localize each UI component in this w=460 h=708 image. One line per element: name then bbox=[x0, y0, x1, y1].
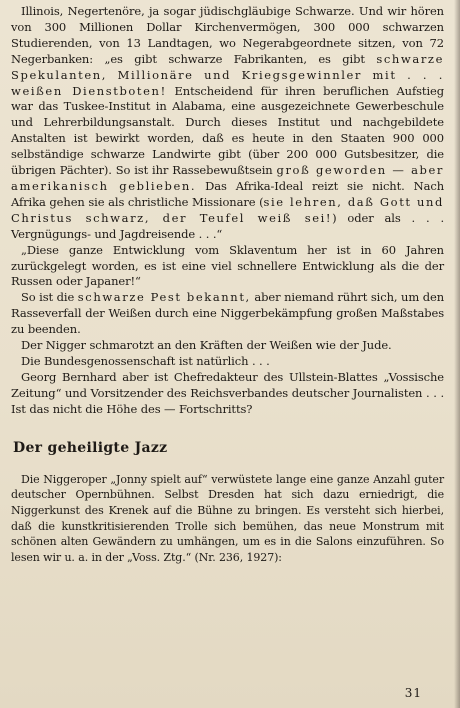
text-run: ) oder als . . . Vergnügungs- und Jagdreisende . . .“ bbox=[11, 210, 445, 241]
jazz-paragraph-1: Die Niggeroper „Jonny spielt auf“ verwüstete lange eine ganze Anzahl guter deutscher Opernbühnen. Selbst Dresden hat sich dazu erniedrigt, die Niggerkunst des Krenek auf die Bühne zu bringen. Es versteht sich hierbei, daß die kunstkritisierenden Trolle sich bemühen, das neue Monstrum mit schönen alten Gewändern zu umhängen, um es in die Salons einzuführen. So lesen wir u. a. in der „Voss. Ztg.“ (Nr. 236, 1927): bbox=[11, 472, 444, 565]
text-run: Die Bundesgenossenschaft ist natürlich . . . bbox=[21, 353, 270, 368]
body-text-top bbox=[11, 4, 444, 418]
section-heading: Der geheiligte Jazz bbox=[13, 439, 168, 456]
paragraph-6 bbox=[11, 370, 444, 418]
paragraph-5 bbox=[11, 354, 444, 370]
text-run: Illinois, Negertenöre, ja sogar jüdischgläubige Schwarze. Und wir hören von 300 Millionen Dollar Kirchenvermögen, 300 000 schwarzen Studierenden, von 13 Landtagen, wo Negerabgeordnete sitzen, von 72 Negerbanken: „es gibt schwarze Fabrikanten, es gibt bbox=[11, 4, 444, 66]
text-run: Georg Bernhard aber ist Chefredakteur des Ullstein-Blattes „Vossische Zeitung“ und Vorsitzender des Reichsverbandes deutscher Journalisten . . . Ist das nicht die Höhe des — Fortschritts? bbox=[11, 369, 444, 416]
body-text-jazz bbox=[11, 472, 444, 566]
text-run-spaced: schwarze Spekulanten, Millionäre und Kriegsgewinnler mit . . . weißen Dienstboten! bbox=[11, 51, 444, 98]
paragraph-1 bbox=[11, 4, 444, 243]
text-run: Das Afrika-Ideal reizt sie nicht. Nach Afrika gehen sie als christliche Missionare ( bbox=[11, 178, 444, 209]
page-gutter-shadow bbox=[454, 0, 460, 708]
text-run-spaced: schwarze Pest bekannt, bbox=[77, 290, 251, 305]
text-run: So ist die bbox=[21, 290, 78, 305]
paragraph-4 bbox=[11, 338, 444, 354]
page-number: 31 bbox=[404, 686, 422, 700]
paragraph-3 bbox=[11, 290, 444, 338]
text-run: Entscheidend für ihren beruflichen Aufstieg war das Tuskee-Institut in Alabama, eine ausgezeichnete Gewerbeschule und Lehrerbildungsanstalt. Durch dieses Institut und nachgebildete Anstalten ist bewirkt worden, daß es heute in den Staaten 900 000 selbständige schwarze Landwirte gibt (über 200 000 Gutsbesitzer, die übrigen Pächter). So ist ihr Rassebewußtsein bbox=[11, 83, 444, 178]
text-run-spaced: sie lehren, daß Gott und Christus schwarz, der Teufel weiß sei! bbox=[11, 194, 444, 225]
paragraph-2 bbox=[11, 243, 444, 291]
text-run: aber niemand rührt sich, um den Rasseverfall der Weißen durch eine Niggerbekämpfung großen Maßstabes zu beenden. bbox=[11, 290, 445, 337]
text-run-spaced: groß geworden — aber amerikanisch geblieben. bbox=[11, 163, 444, 193]
text-run: Der Nigger schmarotzt an den Kräften der Weißen wie der Jude. bbox=[21, 338, 392, 353]
text-run: „Diese ganze Entwicklung vom Sklaventum her ist in 60 Jahren zurückgelegt worden, es ist eine viel schnellere Entwicklung als die der Russen oder Japaner!“ bbox=[11, 242, 444, 289]
